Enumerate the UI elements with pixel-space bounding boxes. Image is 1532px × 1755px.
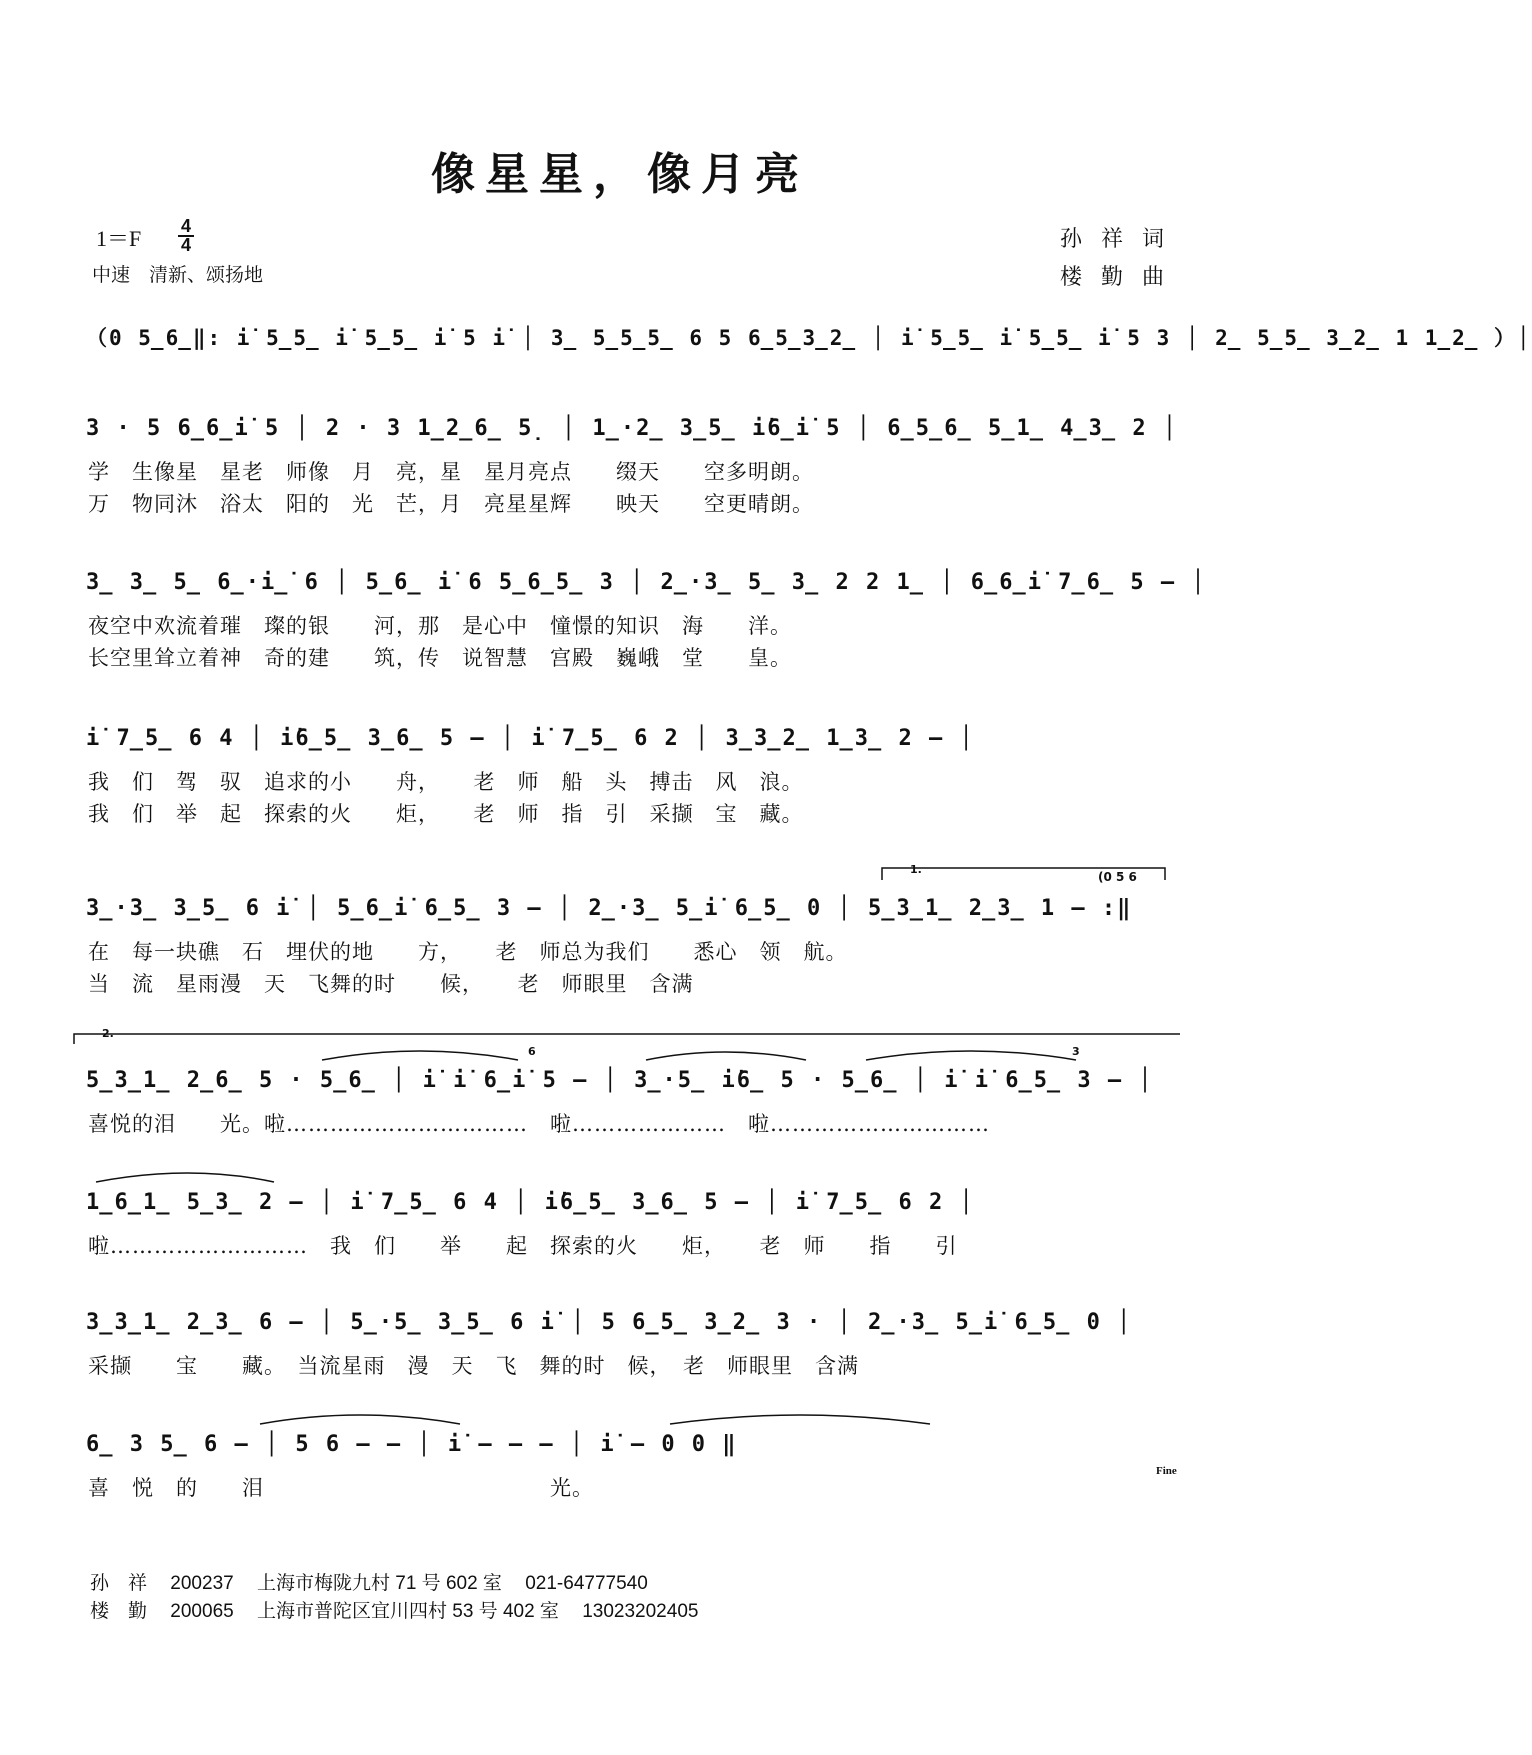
contact-name: 孙 祥 [90,1573,148,1594]
lyric-line-1a: 学 生像星 星老 师像 月 亮，星 星月亮点 缀天 空多明朗。 [88,460,814,484]
score-line-5: 5̲3̲1̲ 2̲6̲ 5 · 5̲6̲ │ i̇ i̇ 6̲i̇ 5 – │ 3̲·5̲ i̇6̲ 5 · 5̲6̲ │ i̇ i̇ 6̲5̲ 3 – │ [86,1068,1154,1093]
song-title: 像星星，像月亮 [431,149,809,200]
fine-marking: Fine [1156,1465,1177,1477]
score-line-3: i̇ 7̲5̲ 6 4 │ i̇6̲5̲ 3̲6̲ 5 – │ i̇ 7̲5̲ 6 2 │ 3̲3̲2̲ 1̲3̲ 2 – │ [86,726,975,751]
score-line-1: 3 · 5 6̲6̲i̇ 5 │ 2 · 3 1̲2̲6̲ 5̣ │ 1̲·2̲ 3̲5̲ i̇6̲i̇ 5 │ 6̲5̲6̲ 5̲1̲ 4̲3̲ 2 │ [86,416,1179,441]
volta-1-label: 1. [910,863,922,876]
volta-1-pickup: (0 5 6 [1098,870,1137,884]
tie-line-6 [96,1173,274,1182]
tie-line-8a [260,1415,460,1424]
grace-note-2: 3 [1072,1045,1080,1058]
tie-line-5c [866,1051,1076,1060]
lyric-line-3a: 我 们 驾 驭 追求的小 舟， 老 师 船 头 搏击 风 浪。 [88,770,804,794]
volta-2-label: 2. [102,1027,114,1040]
tie-line-5b [646,1052,806,1060]
lyric-line-5: 喜悦的泪 光。啦…………………………… 啦………………… 啦………………………… [88,1112,990,1136]
score-line-4: 3̲·3̲ 3̲5̲ 6 i̇ │ 5̲6̲i̇ 6̲5̲ 3 – │ 2̲·3̲ 5̲i̇ 6̲5̲ 0 │ 5̲3̲1̲ 2̲3̲ 1 – :‖ [86,896,1133,921]
contact-row-lyricist [90,1568,666,1595]
lyric-line-2a: 夜空中欢流着璀 璨的银 河，那 是心中 憧憬的知识 海 洋。 [88,614,792,638]
lyric-line-4a: 在 每一块礁 石 埋伏的地 方， 老 师总为我们 悉心 领 航。 [88,940,848,964]
time-signature-top: 4 [180,216,191,236]
tempo-marking: 中速 清新、颂扬地 [92,264,264,286]
volta-2-bracket [74,1034,1180,1044]
score-line-8: 6̲ 3 5̲ 6 – │ 5 6 – – │ i̇ – – – │ i̇ – 0 0 ‖ [86,1432,738,1457]
score-line-6: 1̲6̲1̲ 5̲3̲ 2 – │ i̇ 7̲5̲ 6 4 │ i̇6̲5̲ 3̲6̲ 5 – │ i̇ 7̲5̲ 6 2 │ [86,1190,975,1215]
time-signature-bottom: 4 [180,235,191,255]
contact-name: 楼 勤 [90,1601,148,1622]
contact-zip: 200237 [170,1573,234,1594]
tie-line-8b [670,1415,930,1424]
contact-address: 上海市梅陇九村 71 号 602 室 [256,1573,502,1594]
grace-note-1: 6 [528,1045,536,1058]
composer-credit: 楼 勤 曲 [1060,265,1170,290]
lyric-line-3b: 我 们 举 起 探索的火 炬， 老 师 指 引 采撷 宝 藏。 [88,802,804,826]
tie-line-5a [322,1051,518,1060]
score-intro: （0 5̲6̲‖: i̇ 5̲5̲ i̇ 5̲5̲ i̇ 5 i̇ │ 3̲ 5̲5̲5̲ 6 5 6̲5̲3̲2̲ │ i̇ 5̲5̲ i̇ 5̲5̲ i̇ 5 3 │ 2̲ 5̲5̲ 3̲2̲ 1 1̲2̲ ）│ [86,326,1532,350]
lyric-line-6: 啦……………………… 我 们 举 起 探索的火 炬， 老 师 指 引 [88,1234,958,1258]
score-line-7: 3̲3̲1̲ 2̲3̲ 6 – │ 5̲·5̲ 3̲5̲ 6 i̇ │ 5 6̲5̲ 3̲2̲ 3 · │ 2̲·3̲ 5̲i̇ 6̲5̲ 0 │ [86,1310,1133,1335]
lyric-line-2b: 长空里耸立着神 奇的建 筑，传 说智慧 宫殿 巍峨 堂 皇。 [88,646,792,670]
contact-row-composer [90,1596,716,1623]
lyric-line-8: 喜 悦 的 泪 光。 [88,1476,594,1500]
key-signature: 1＝F [96,226,142,251]
lyricist-credit: 孙 祥 词 [1060,227,1170,252]
lyric-line-1b: 万 物同沐 浴太 阳的 光 芒，月 亮星星辉 映天 空更晴朗。 [88,492,814,516]
time-signature [178,218,194,254]
contact-phone: 13023202405 [582,1601,699,1622]
contact-address: 上海市普陀区宜川四村 53 号 402 室 [256,1601,559,1622]
contact-zip: 200065 [170,1601,234,1622]
lyric-line-7: 采撷 宝 藏。 当流星雨 漫 天 飞 舞的时 候， 老 师眼里 含满 [88,1354,859,1378]
lyric-line-4b: 当 流 星雨漫 天 飞舞的时 候， 老 师眼里 含满 [88,972,694,996]
contact-phone: 021-64777540 [525,1573,648,1594]
score-line-2: 3̲ 3̲ 5̲ 6̲·i̲̇ 6 │ 5̲6̲ i̇ 6 5̲6̲5̲ 3 │ 2̲·3̲ 5̲ 3̲ 2 2 1̲ │ 6̲6̲i̇ 7̲6̲ 5 – │ [86,570,1207,595]
